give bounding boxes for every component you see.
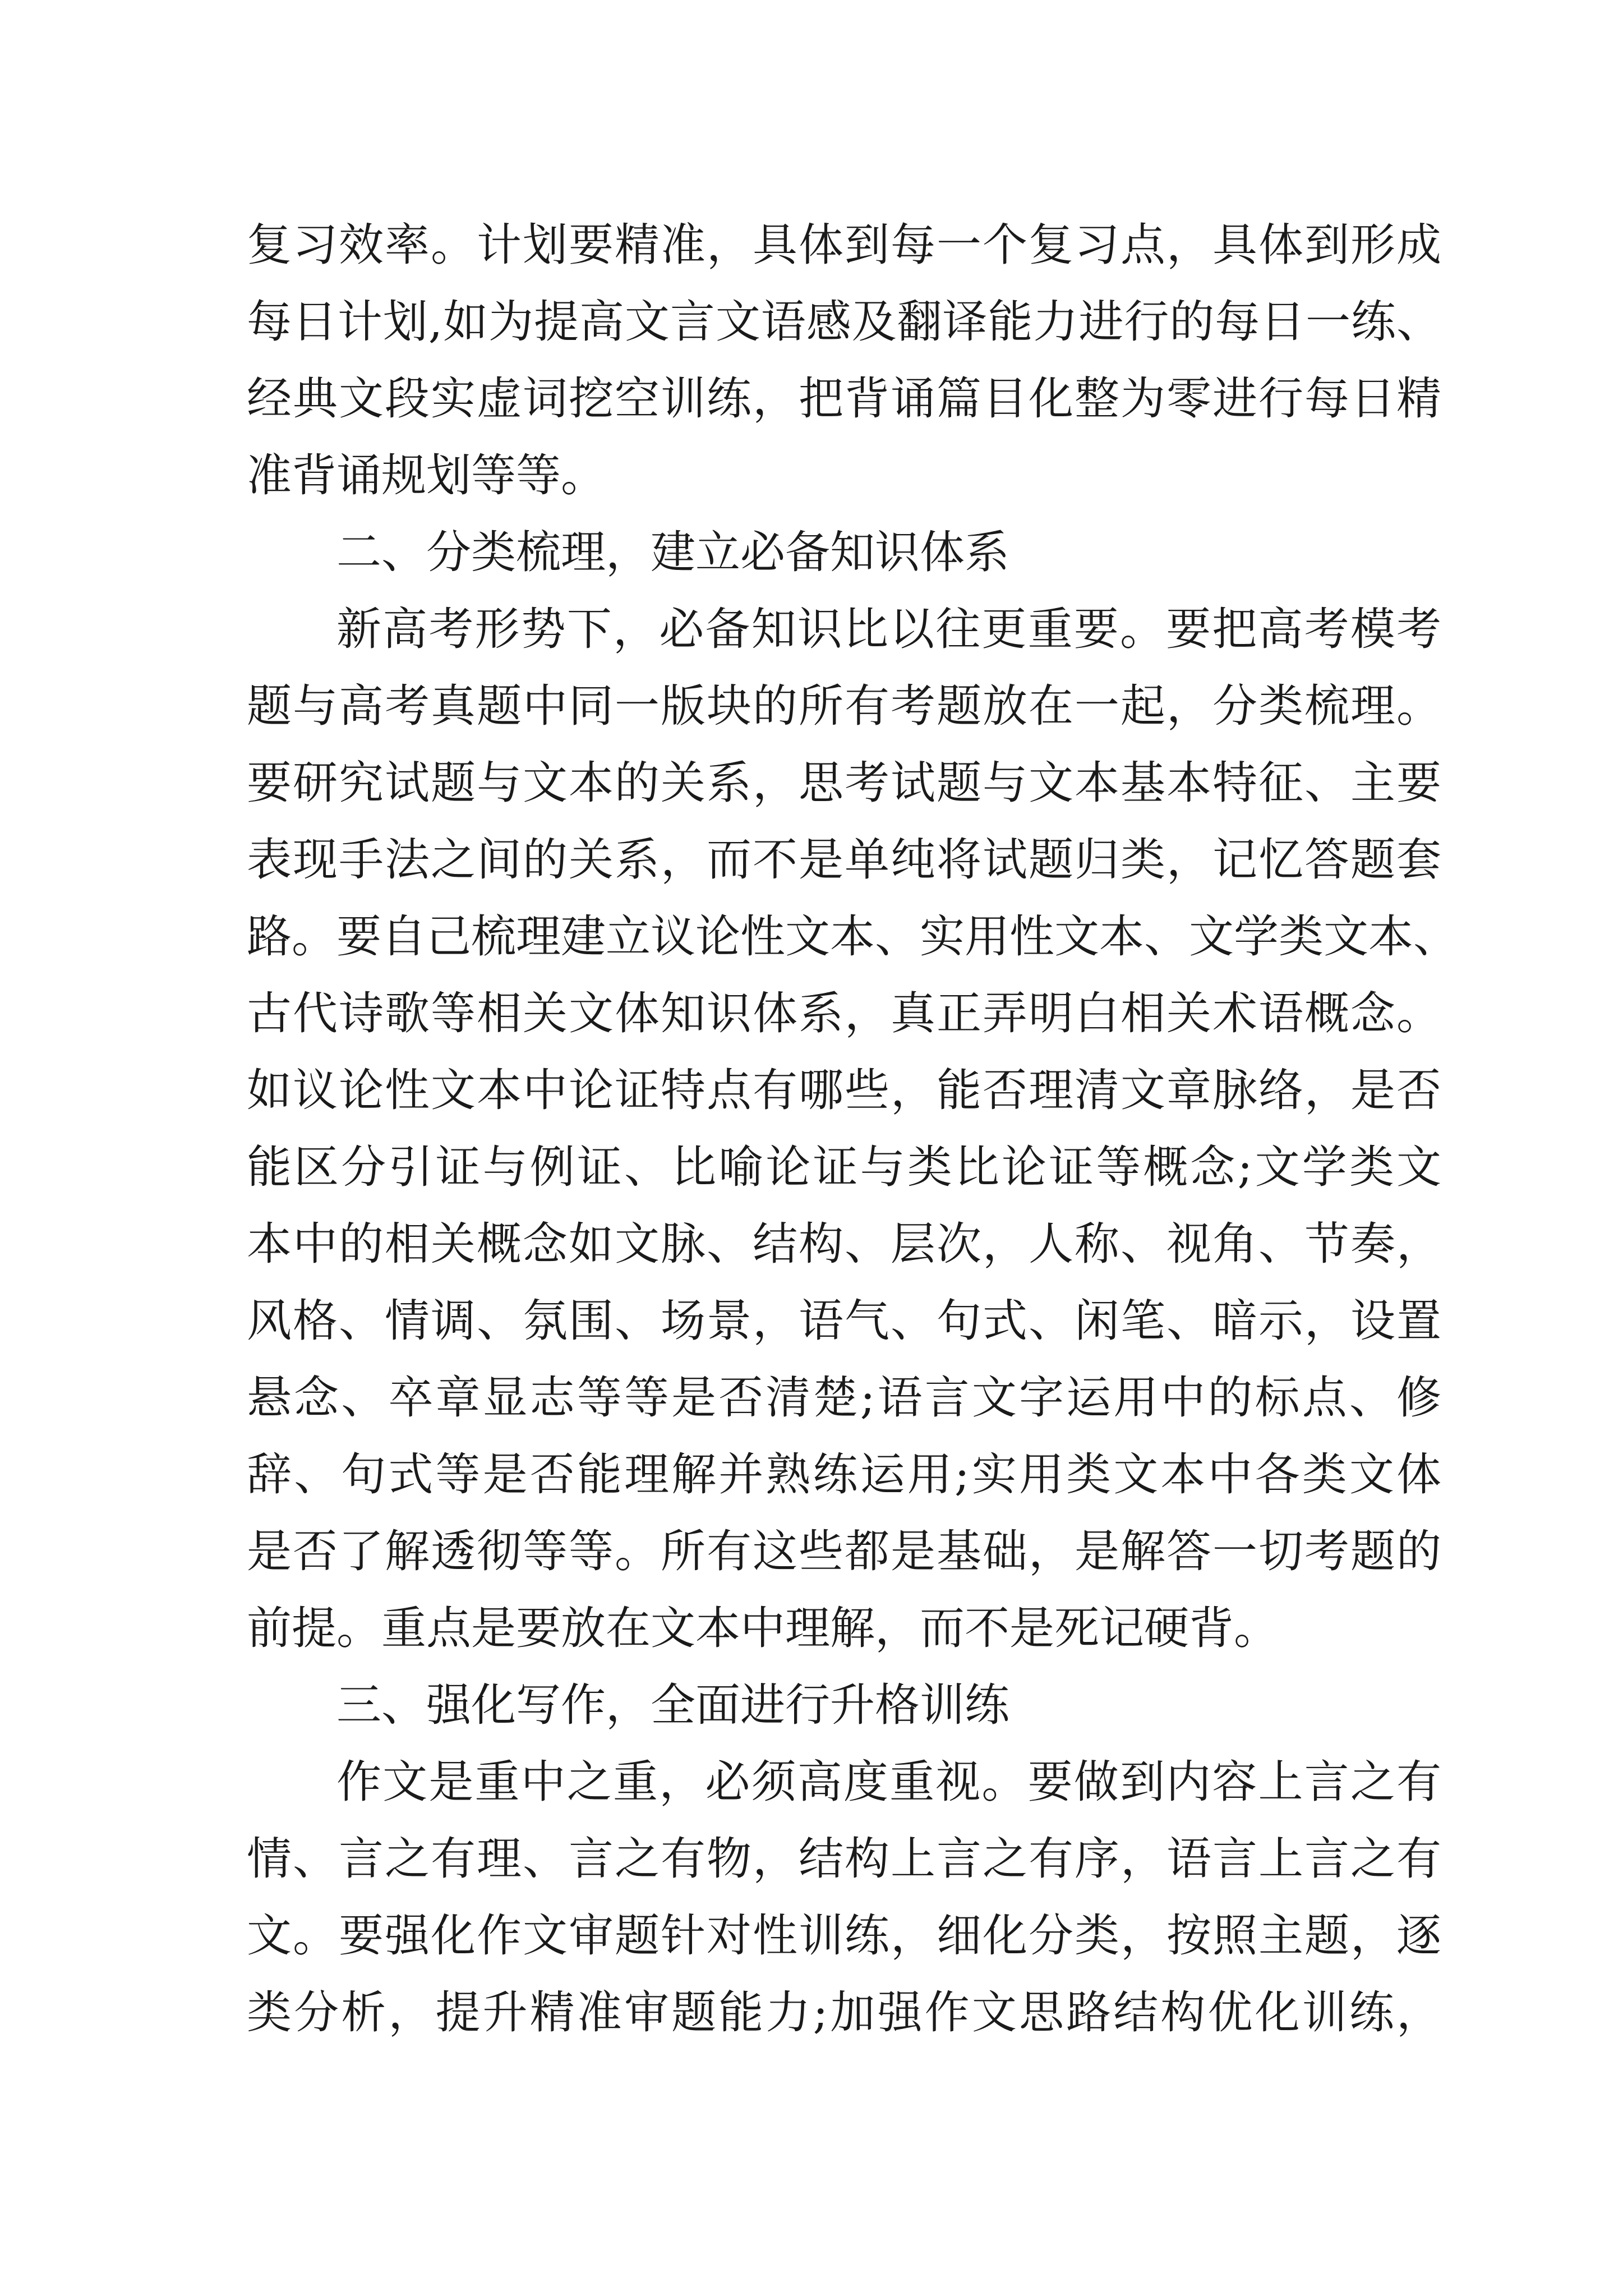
text-line: 能区分引证与例证、比喻论证与类比论证等概念;文学类文 [247, 1141, 1441, 1193]
text-line: 是否了解透彻等等。所有这些都是基础，是解答一切考题的 [247, 1525, 1441, 1577]
document-body [247, 206, 1458, 2051]
text-line: 风格、情调、氛围、场景，语气、句式、闲笔、暗示，设置 [247, 1295, 1441, 1347]
text-line: 题与高考真题中同一版块的所有考题放在一起，分类梳理。 [247, 680, 1441, 732]
text-line: 表现手法之间的关系，而不是单纯将试题归类，记忆答题套 [247, 834, 1441, 886]
text-line: 准背诵规划等等。 [247, 449, 606, 501]
text-line: 辞、句式等是否能理解并熟练运用;实用类文本中各类文体 [247, 1448, 1441, 1501]
section-heading: 二、分类梳理，建立必备知识体系 [336, 526, 1009, 578]
text-line: 类分析，提升精准审题能力;加强作文思路结构优化训练， [247, 1986, 1441, 2039]
text-line: 前提。重点是要放在文本中理解，而不是死记硬背。 [247, 1602, 1279, 1654]
text-line: 要研究试题与文本的关系，思考试题与文本基本特征、主要 [247, 757, 1441, 809]
text-line: 情、言之有理、言之有物，结构上言之有序，语言上言之有 [247, 1833, 1441, 1885]
text-line: 作文是重中之重，必须高度重视。要做到内容上言之有 [336, 1756, 1441, 1808]
text-line: 每日计划,如为提高文言文语感及翻译能力进行的每日一练、 [247, 296, 1441, 348]
text-line: 文。要强化作文审题针对性训练，细化分类，按照主题，逐 [247, 1910, 1441, 1962]
text-line: 新高考形势下，必备知识比以往更重要。要把高考模考 [336, 603, 1441, 655]
section-heading: 三、强化写作，全面进行升格训练 [336, 1679, 1009, 1731]
text-line: 复习效率。计划要精准，具体到每一个复习点，具体到形成 [247, 219, 1441, 271]
text-line: 本中的相关概念如文脉、结构、层次，人称、视角、节奏， [247, 1218, 1441, 1270]
text-line: 经典文段实虚词挖空训练，把背诵篇目化整为零进行每日精 [247, 372, 1441, 425]
text-line: 如议论性文本中论证特点有哪些，能否理清文章脉络，是否 [247, 1064, 1441, 1116]
text-line: 古代诗歌等相关文体知识体系，真正弄明白相关术语概念。 [247, 987, 1441, 1039]
text-line: 路。要自己梳理建立议论性文本、实用性文本、文学类文本、 [247, 910, 1458, 963]
text-line: 悬念、卒章显志等等是否清楚;语言文字运用中的标点、修 [247, 1372, 1441, 1424]
